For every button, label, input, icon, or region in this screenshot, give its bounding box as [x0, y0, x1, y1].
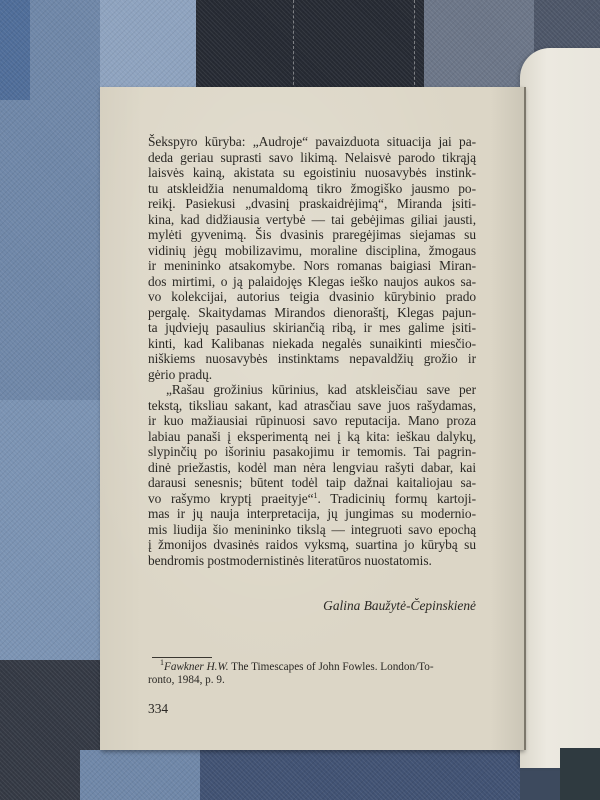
- footnote-marker: 1: [160, 658, 164, 667]
- paragraph-1: [148, 134, 476, 382]
- text-line: dos mirtimi, o ją palaidojęs Klegas ieško naujos aukos sa-: [148, 273, 476, 289]
- text-segment: vo rašymo kryptį praeityje“: [148, 490, 314, 506]
- author-signature: Galina Baužytė-Čepinskienė: [323, 598, 476, 613]
- text-line: slypinčių po išoriniu pasakojimu ir temomis. Tai pagrin-: [148, 444, 476, 459]
- text-line: labiau panaši į eksperimentą nei į ką kita: ieškau dalykų,: [148, 428, 476, 444]
- text-line: kinti, kad Kalibanas niekada negalės sunaikinti miesčio-: [148, 335, 476, 351]
- denim-background-strip: [0, 0, 30, 100]
- text-line: ir kuo mažiausiai rūpinuosi savo reputacija. Mano proza: [148, 413, 476, 428]
- text-line: mas ir jų nauja interpretacija, jų jungimas su modernio-: [148, 506, 476, 521]
- text-line: „Rašau grožinius kūrinius, kad atskleisčiau save per: [166, 382, 476, 397]
- denim-background-bottom-light: [80, 750, 200, 800]
- footnote-reference[interactable]: 1: [313, 490, 318, 500]
- text-line: ir menininko atsakomybe. Nors romanas baigiasi Miran-: [148, 258, 476, 273]
- page-number: 334: [148, 701, 169, 716]
- text-line: tu atskleidžia nenumaldomą tikro žmogiško jausmo po-: [148, 180, 476, 196]
- text-line: ta jųdviejų pasaulius skiriančią ribą, ir mes galime įsiti-: [148, 320, 476, 335]
- footnote-title: The Timescapes of John Fowles. London/To-: [228, 661, 434, 673]
- text-line: kina, kad didžiausia vertybė — tai gebėjimas giliai jausti,: [148, 211, 476, 227]
- text-line: bendromis postmodernistinės literatūros nuostatomis.: [148, 552, 432, 568]
- body-text: [148, 134, 476, 568]
- text-line: vo kolekcijai, autorius teigia dvasinio kūrybinio prado: [148, 289, 476, 304]
- text-line: deda geriau suprasti savo likimą. Nelaisvė parodo tikrąją: [148, 149, 476, 165]
- text-line: mis liudija šio menininko tikslą — integruoti savo epochą: [148, 521, 476, 537]
- book-page: [100, 87, 524, 750]
- text-line: darausi senesnis; būtent todėl taip dažnai kaitaliojau sa-: [148, 475, 476, 490]
- text-line: vidinių jėgų mobilizavimu, moraline disciplina, žmogaus: [148, 242, 476, 258]
- text-line: tekstą, tiksliau sakant, kad atrasčiau save juos rašydamas,: [148, 397, 476, 413]
- paragraph-2: [148, 382, 476, 568]
- text-line: laisvės kainą, akistata su egoistiniu nuosavybės instink-: [148, 165, 476, 180]
- book-cover-edge: [560, 748, 600, 800]
- denim-seam: [293, 0, 294, 90]
- text-line: reikį. Pasiekusi „dvasinį praskaidrėjimą“, Miranda įsiti-: [148, 196, 476, 211]
- footnote-line: [148, 658, 476, 674]
- footnote-line: ronto, 1984, p. 9.: [148, 674, 225, 686]
- text-line: mylėti gyvenimą. Šis dvasinis praregėjimas siejamas su: [148, 227, 476, 242]
- denim-background-top-light: [100, 0, 196, 90]
- footnote: [148, 658, 476, 687]
- text-line-with-footnote: [148, 491, 476, 507]
- page-gutter: [524, 87, 526, 750]
- text-line: pergalę. Skaitydamas Mirandos dienoraštį, Klegas pajun-: [148, 304, 476, 320]
- next-page-edge: [520, 48, 600, 768]
- text-line: dinė priežastis, kodėl man nėra lengviau rašyti dabar, kai: [148, 459, 476, 475]
- text-line: niškiems nuosavybės instinktams nepavaldžių grožio ir: [148, 351, 476, 366]
- text-line: Šekspyro kūryba: „Audroje“ pavaizduota situacija jai pa-: [148, 134, 476, 149]
- footnote-author: Fawkner H.W.: [164, 661, 229, 673]
- text-segment: . Tradicinių formų kartoji-: [317, 490, 476, 506]
- denim-background-top-grey: [424, 0, 534, 90]
- denim-background-top-dark: [196, 0, 424, 90]
- denim-background-patch: [0, 400, 100, 660]
- denim-seam: [414, 0, 415, 90]
- text-line: į žmonijos dvasinės raidos vyksmą, suartina jo kūrybą su: [148, 537, 476, 552]
- text-line: gėrio pradų.: [148, 366, 213, 382]
